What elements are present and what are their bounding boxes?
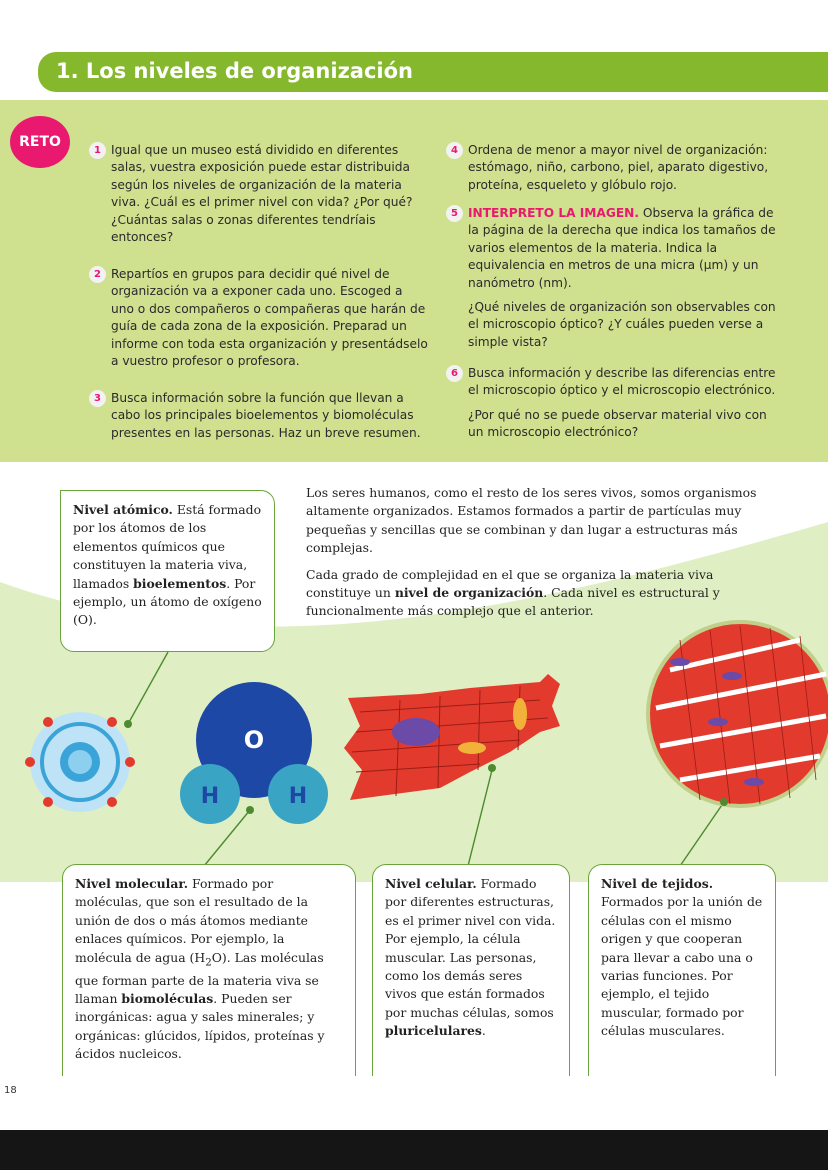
cellular-level-text: . bbox=[481, 1023, 486, 1039]
question-6 bbox=[451, 365, 778, 449]
section-title: 1. Los niveles de organización bbox=[56, 59, 413, 83]
atomic-level-keyword: bioelementos bbox=[133, 575, 227, 591]
scan-bottom-edge bbox=[0, 1130, 828, 1170]
question-number: 5 bbox=[446, 205, 463, 222]
question-5 bbox=[451, 205, 778, 358]
intro-text-part: . Cada nivel es estructural y funcionalmente más complejo que el anterior. bbox=[306, 585, 720, 619]
mitochondrion bbox=[458, 742, 486, 754]
interpreto-label: INTERPRETO LA IMAGEN. bbox=[468, 206, 640, 220]
mitochondrion bbox=[513, 698, 527, 730]
water-molecule-icon bbox=[180, 682, 328, 824]
intro-keyword: nivel de organización bbox=[394, 585, 544, 601]
question-text: ¿Qué niveles de organización son observables con el microscopio óptico? ¿Y cuáles pueden verse a simple vista? bbox=[468, 300, 776, 349]
molecular-subscript: 2 bbox=[205, 956, 212, 969]
leader-line-tissue bbox=[680, 802, 724, 866]
intro-text-part: Cada grado de complejidad en el que se organiza la materia viva constituye un bbox=[306, 566, 714, 601]
tissue-level-text: Formados por la unión de células con el mismo origen y que cooperan para llevar a cabo una o varias funciones. Por ejemplo, el tejido muscular, formado por células musculares. bbox=[601, 894, 763, 1039]
leader-line-atomic bbox=[128, 652, 168, 724]
question-number: 2 bbox=[89, 266, 106, 283]
molecular-level-title: Nivel molecular. bbox=[75, 876, 189, 891]
cellular-level-box bbox=[372, 864, 570, 1076]
question-3 bbox=[94, 390, 429, 449]
atomic-level-text: Está formado por los átomos de los elementos químicos que constituyen la materia viva, llamados bbox=[73, 502, 262, 591]
oxygen-label: O bbox=[243, 726, 265, 754]
reto-badge: RETO bbox=[10, 116, 70, 168]
intro-paragraph-2 bbox=[306, 566, 776, 621]
atomic-level-text: . Por ejemplo, un átomo de oxígeno (O). bbox=[73, 575, 262, 628]
question-text-part: Observa la gráfica de la página de la derecha que indica los tamaños de varios elementos de la materia. Indica la equivalencia en metros de una micra (µm) y un nanómetro (nm). bbox=[468, 206, 776, 290]
molecular-level-text: O). Las moléculas que forman parte de la materia viva se llaman bbox=[75, 949, 324, 1006]
atom-icon bbox=[25, 712, 135, 812]
cell-nucleus bbox=[392, 718, 440, 746]
question-text: Busca información y describe las diferencias entre el microscopio óptico y el microscopio electrónico. bbox=[468, 366, 776, 398]
hydrogen-label-2: H bbox=[288, 784, 308, 809]
question-text: Repartíos en grupos para decidir qué nivel de organización va a exponer cada uno. Escoged a uno o dos compañeros o compañeras que harán de guía de cada zona de la exposición. Preparad un informe con toda esta organización y presentádselo a vuestro profesor o profesora. bbox=[111, 267, 428, 369]
question-text: ¿Por qué no se puede observar material vivo con un microscopio electrónico? bbox=[468, 407, 767, 440]
page-number: 18 bbox=[4, 1085, 17, 1096]
molecular-level-keyword: biomoléculas bbox=[121, 990, 214, 1006]
atomic-level-title: Nivel atómico. bbox=[73, 502, 173, 517]
tissue-level-title: Nivel de tejidos. bbox=[601, 876, 714, 891]
muscle-cell-icon bbox=[344, 674, 560, 800]
question-number: 4 bbox=[446, 142, 463, 159]
question-text: Ordena de menor a mayor nivel de organización: estómago, niño, carbono, piel, aparato digestivo, proteína, esqueleto y glóbulo rojo. bbox=[468, 143, 769, 192]
cellular-level-title: Nivel celular. bbox=[385, 876, 477, 891]
intro-paragraph-1: Los seres humanos, como el resto de los seres vivos, somos organismos altamente organizados. Estamos formados a partir de partículas muy pequeñas y sencillas que se combinan y dan lugar a estructuras más complejas. bbox=[306, 485, 757, 556]
leader-line-cellular bbox=[468, 770, 492, 866]
molecular-level-text: . Pueden ser inorgánicas: agua y sales minerales; y orgánicas: glúcidos, lípidos, proteínas y ácidos nucleicos. bbox=[75, 990, 325, 1062]
question-text bbox=[468, 205, 778, 292]
molecular-level-text: Formado por moléculas, que son el resultado de la unión de dos o más átomos mediante enlaces químicos. Por ejemplo, la molécula de agua (H bbox=[75, 876, 309, 965]
question-number: 3 bbox=[89, 390, 106, 407]
question-number: 6 bbox=[446, 365, 463, 382]
question-text: Busca información sobre la función que llevan a cabo los principales bioelementos y biomoléculas presentes en las personas. Haz un breve resumen. bbox=[111, 391, 421, 440]
tissue-level-box bbox=[588, 864, 776, 1076]
question-number: 1 bbox=[89, 142, 106, 159]
cellular-level-text: Formado por diferentes estructuras, es el primer nivel con vida. Por ejemplo, la célula muscular. Las personas, como los demás seres vivos que están formados por muchas células, somos bbox=[385, 876, 556, 1020]
section-title-bar bbox=[38, 52, 828, 92]
hydrogen-label-1: H bbox=[200, 784, 220, 809]
molecular-level-box bbox=[62, 864, 356, 1076]
question-text: Igual que un museo está dividido en diferentes salas, vuestra exposición puede estar distribuida según los niveles de organización de la materia viva. ¿Cuál es el primer nivel con vida? ¿Por qué? ¿Cuántas salas o zonas diferentes tendríais entonces? bbox=[111, 143, 413, 245]
question-2 bbox=[94, 266, 429, 377]
question-1 bbox=[94, 142, 429, 253]
question-4 bbox=[451, 142, 778, 201]
intro-text bbox=[306, 484, 776, 629]
muscle-tissue-icon bbox=[648, 620, 828, 806]
organization-illustration bbox=[0, 620, 828, 880]
atomic-level-box bbox=[60, 490, 275, 652]
cellular-level-keyword: pluricelulares bbox=[385, 1023, 482, 1039]
